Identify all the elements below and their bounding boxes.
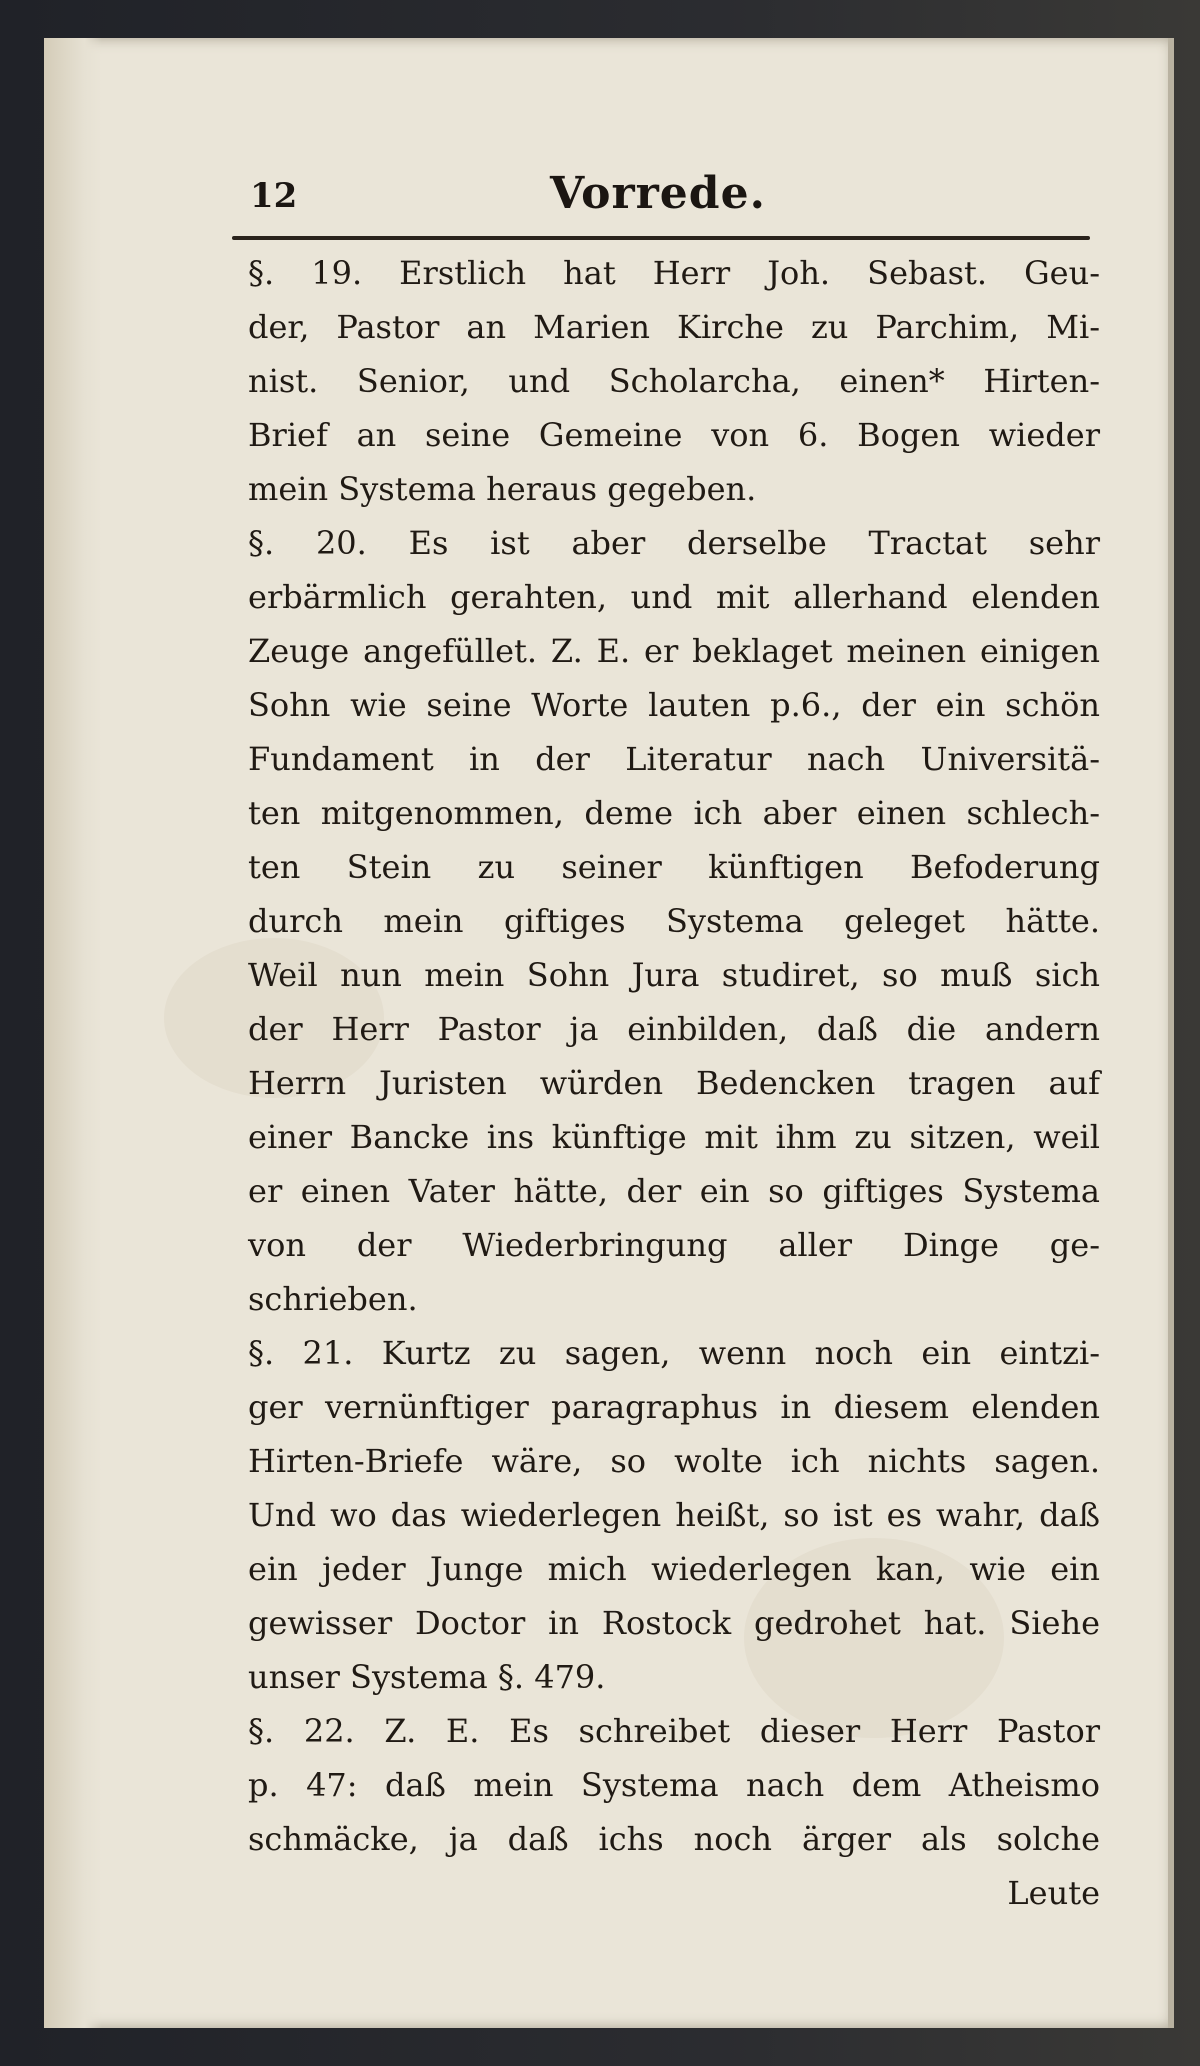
- text-line: der Herr Pastor ja einbilden, daß die andern: [248, 1010, 1100, 1048]
- page-number: 12: [250, 176, 298, 216]
- text-line: unser Systema §. 479.: [248, 1658, 606, 1696]
- paragraph-s20: [248, 516, 1100, 1326]
- paragraph-s19: [248, 246, 1100, 516]
- text-line: Sohn wie seine Worte lauten p.6., der ein schön: [248, 686, 1100, 724]
- text-line: ten mitgenommen, deme ich aber einen schlech-: [248, 794, 1100, 832]
- text-line: gewisser Doctor in Rostock gedrohet hat. Siehe: [248, 1604, 1100, 1642]
- text-line: ein jeder Junge mich wiederlegen kan, wie ein: [248, 1550, 1100, 1588]
- text-line: schmäcke, ja daß ichs noch ärger als solche: [248, 1820, 1100, 1858]
- text-line: schrieben.: [248, 1280, 418, 1318]
- catchword: Leute: [1007, 1874, 1100, 1912]
- text-line: er einen Vater hätte, der ein so giftiges Systema: [248, 1172, 1100, 1210]
- text-line: Zeuge angefüllet. Z. E. er beklaget meinen einigen: [248, 632, 1100, 670]
- body-text: [248, 246, 1100, 1920]
- paragraph-s22: [248, 1704, 1100, 1920]
- text-line: mein Systema heraus gegeben.: [248, 470, 757, 508]
- text-line: p. 47: daß mein Systema nach dem Atheismo: [248, 1766, 1100, 1804]
- text-line: Fundament in der Literatur nach Universitä-: [248, 740, 1100, 778]
- page-header: [250, 168, 1100, 240]
- text-line: §. 21. Kurtz zu sagen, wenn noch ein eintzi-: [248, 1334, 1100, 1372]
- text-line: §. 19. Erstlich hat Herr Joh. Sebast. Geu-: [248, 254, 1100, 292]
- paragraph-s21: [248, 1326, 1100, 1704]
- text-line: ger vernünftiger paragraphus in diesem elenden: [248, 1388, 1100, 1426]
- text-line: einer Bancke ins künftige mit ihm zu sitzen, weil: [248, 1118, 1100, 1156]
- text-line: erbärmlich gerahten, und mit allerhand elenden: [248, 578, 1100, 616]
- text-line: von der Wiederbringung aller Dinge ge-: [248, 1226, 1100, 1264]
- text-line: Brief an seine Gemeine von 6. Bogen wieder: [248, 416, 1100, 454]
- text-line: nist. Senior, und Scholarcha, einen* Hirten-: [248, 362, 1100, 400]
- text-line: ten Stein zu seiner künftigen Befoderung: [248, 848, 1100, 886]
- text-line: Und wo das wiederlegen heißt, so ist es wahr, daß: [248, 1496, 1100, 1534]
- text-line: Weil nun mein Sohn Jura studiret, so muß sich: [248, 956, 1100, 994]
- text-line: §. 20. Es ist aber derselbe Tractat sehr: [248, 524, 1100, 562]
- text-line: §. 22. Z. E. Es schreibet dieser Herr Pastor: [248, 1712, 1100, 1750]
- text-line: Hirten-Briefe wäre, so wolte ich nichts sagen.: [248, 1442, 1100, 1480]
- header-rule: [232, 236, 1090, 240]
- running-head: Vorrede.: [550, 168, 766, 219]
- text-line: durch mein giftiges Systema geleget hätte.: [248, 902, 1100, 940]
- text-line: Herrn Juristen würden Bedencken tragen auf: [248, 1064, 1100, 1102]
- text-line: der, Pastor an Marien Kirche zu Parchim, Mi-: [248, 308, 1100, 346]
